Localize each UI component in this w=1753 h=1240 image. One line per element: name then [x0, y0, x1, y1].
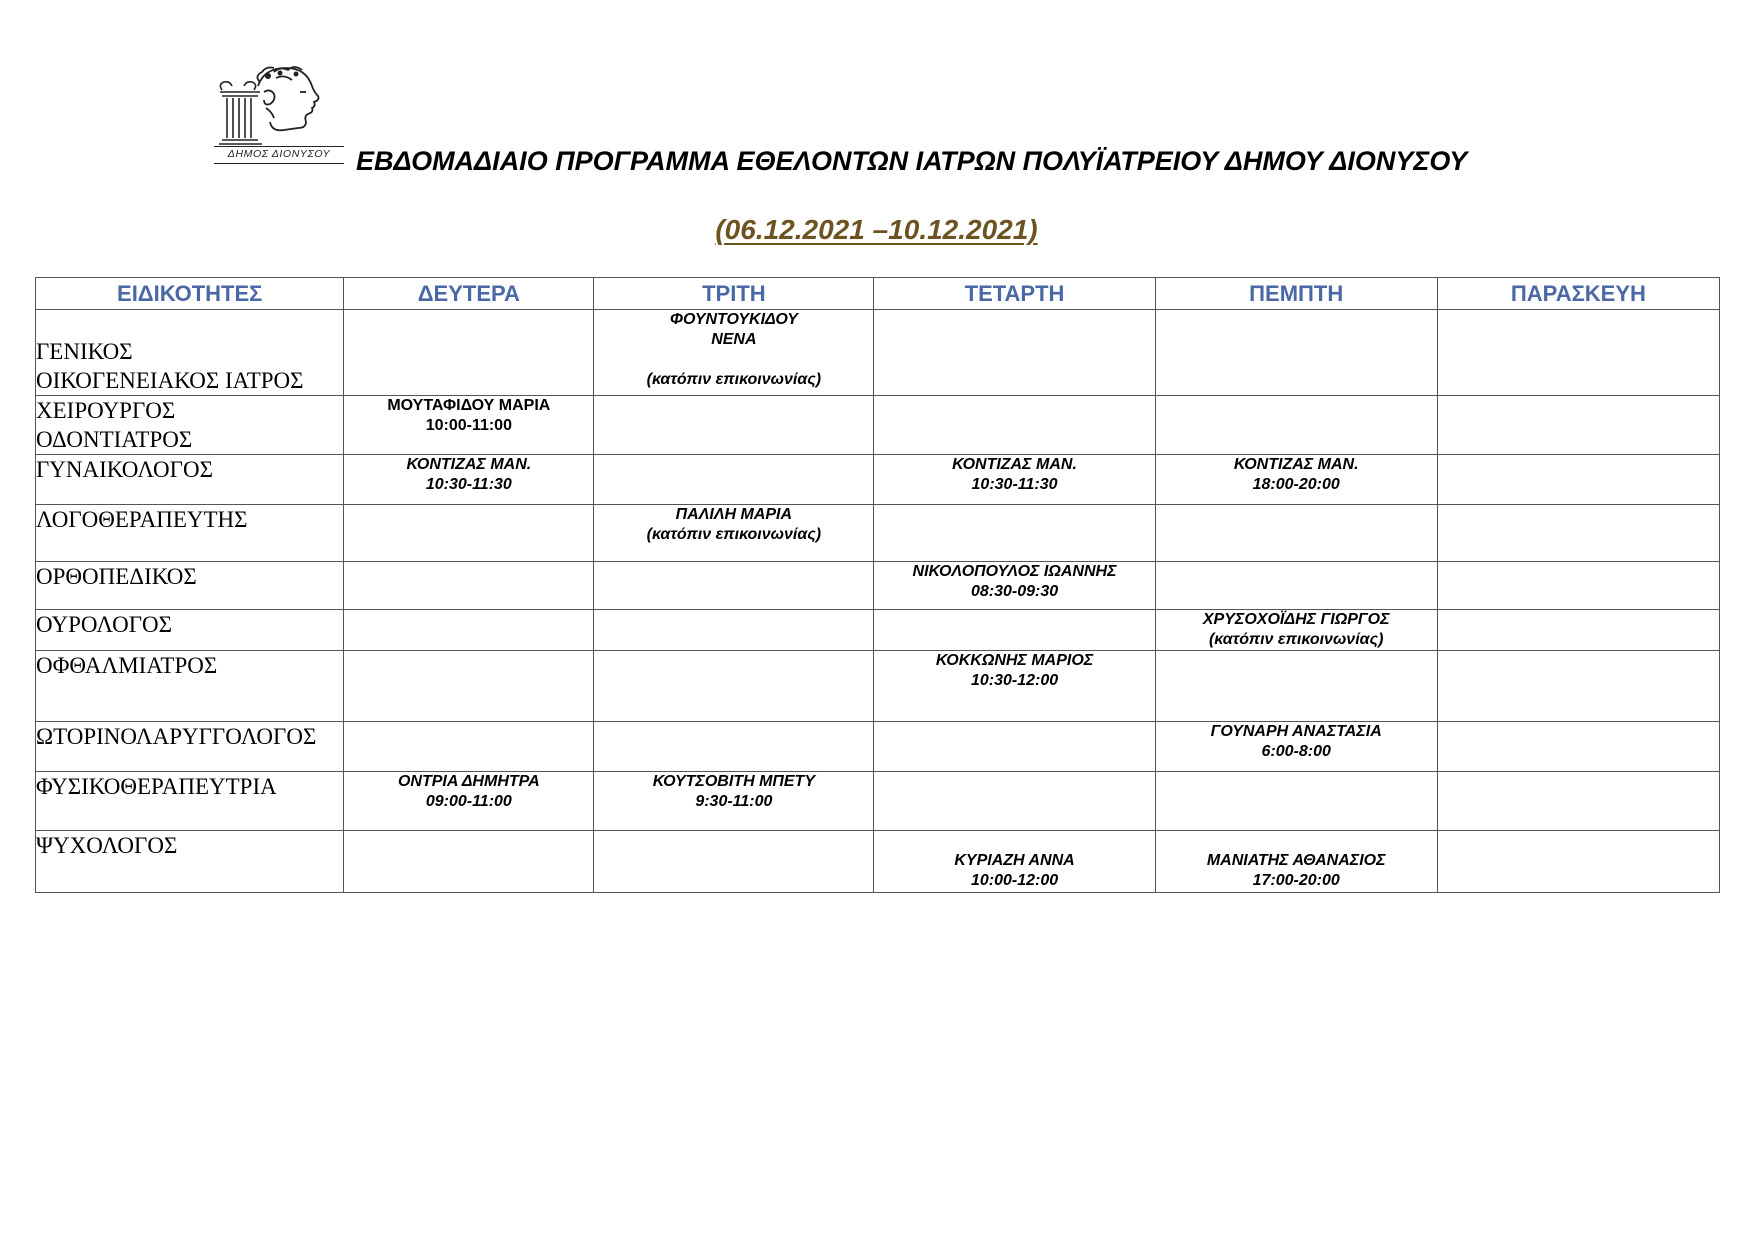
header-tuesday: ΤΡΙΤΗ	[594, 278, 874, 310]
doctor-name: ΚΟΝΤΙΖΑΣ ΜΑΝ.	[1233, 456, 1359, 473]
header-wednesday: ΤΕΤΑΡΤΗ	[874, 278, 1155, 310]
friday-cell	[1437, 831, 1719, 893]
specialty-line: ΩΤΟΡΙΝΟΛΑΡΥΓΓΟΛΟΓΟΣ	[36, 724, 317, 749]
wednesday-cell	[874, 651, 1155, 722]
schedule-table	[35, 277, 1720, 893]
table-row	[36, 610, 1720, 651]
specialty-cell	[36, 610, 344, 651]
availability-note: (κατόπιν επικοινωνίας)	[1208, 631, 1384, 648]
thursday-cell	[1155, 772, 1437, 831]
specialty-cell	[36, 772, 344, 831]
specialty-cell	[36, 722, 344, 772]
table-row	[36, 772, 1720, 831]
hours: 08:30-09:30	[970, 583, 1059, 600]
thursday-cell	[1155, 722, 1437, 772]
hours: 10:00-11:00	[425, 417, 512, 434]
specialty-line: ΟΙΚΟΓΕΝΕΙΑΚΟΣ ΙΑΤΡΟΣ	[36, 368, 304, 393]
hours: 9:30-11:00	[695, 793, 773, 810]
thursday-cell	[1155, 562, 1437, 610]
monday-cell	[344, 772, 594, 831]
hours: 09:00-11:00	[425, 793, 512, 810]
tuesday-cell	[594, 455, 874, 505]
specialty-line: ΧΕΙΡΟΥΡΓΟΣ	[36, 398, 176, 423]
thursday-cell	[1155, 831, 1437, 893]
friday-cell	[1437, 610, 1719, 651]
specialty-line: ΛΟΓΟΘΕΡΑΠΕΥΤΗΣ	[36, 507, 248, 532]
friday-cell	[1437, 722, 1719, 772]
document-title: ΕΒΔΟΜΑΔΙΑΙΟ ΠΡΟΓΡΑΜΜΑ ΕΘΕΛΟΝΤΩΝ ΙΑΤΡΩΝ ΠΟΛΥΪΑΤΡΕΙΟΥ ΔΗΜΟΥ ΔΙΟΝΥΣΟΥ	[356, 146, 1468, 176]
doctor-name: ΚΥΡΙΑΖΗ ΑΝΝΑ	[954, 852, 1075, 869]
specialty-line: ΓΥΝΑΙΚΟΛΟΓΟΣ	[36, 457, 213, 482]
specialty-cell	[36, 831, 344, 893]
date-range: (06.12.2021 –10.12.2021)	[715, 214, 1038, 245]
friday-cell	[1437, 310, 1719, 396]
monday-cell	[344, 831, 594, 893]
specialty-line: ΟΦΘΑΛΜΙΑΤΡΟΣ	[36, 653, 218, 678]
hours: 18:00-20:00	[1252, 476, 1340, 493]
monday-cell	[344, 310, 594, 396]
tuesday-cell	[594, 722, 874, 772]
wednesday-cell	[874, 610, 1155, 651]
table-row	[36, 505, 1720, 562]
thursday-cell	[1155, 455, 1437, 505]
friday-cell	[1437, 651, 1719, 722]
specialty-cell	[36, 651, 344, 722]
monday-cell	[344, 562, 594, 610]
municipality-logo	[214, 62, 344, 168]
wednesday-cell	[874, 831, 1155, 893]
doctor-name: ΚΟΚΚΩΝΗΣ ΜΑΡΙΟΣ	[935, 652, 1094, 669]
header-specialties: ΕΙΔΙΚΟΤΗΤΕΣ	[36, 278, 344, 310]
doctor-name: ΝΕΝΑ	[711, 331, 757, 348]
specialty-cell	[36, 562, 344, 610]
monday-cell	[344, 722, 594, 772]
specialty-line: ΦΥΣΙΚΟΘΕΡΑΠΕΥΤΡΙΑ	[36, 774, 277, 799]
thursday-cell	[1155, 610, 1437, 651]
doctor-name: ΟΝΤΡΙΑ ΔΗΜΗΤΡΑ	[397, 773, 540, 790]
table-row	[36, 722, 1720, 772]
specialty-cell	[36, 396, 344, 455]
thursday-cell	[1155, 310, 1437, 396]
logo-text: ΔΗΜΟΣ ΔΙΟΝΥΣΟΥ	[227, 148, 331, 160]
header-row	[36, 278, 1720, 310]
monday-cell	[344, 651, 594, 722]
specialty-cell	[36, 310, 344, 396]
doctor-name: ΜΑΝΙΑΤΗΣ ΑΘΑΝΑΣΙΟΣ	[1206, 852, 1386, 869]
specialty-line: ΓΕΝΙΚΟΣ	[36, 339, 133, 364]
doctor-name: ΦΟΥΝΤΟΥΚΙΔΟΥ	[669, 311, 798, 328]
thursday-cell	[1155, 505, 1437, 562]
specialty-cell	[36, 455, 344, 505]
header-thursday: ΠΕΜΠΤΗ	[1155, 278, 1437, 310]
doctor-name: ΚΟΝΤΙΖΑΣ ΜΑΝ.	[952, 456, 1077, 473]
friday-cell	[1437, 772, 1719, 831]
specialty-line: ΨΥΧΟΛΟΓΟΣ	[36, 833, 178, 858]
doctor-name: ΝΙΚΟΛΟΠΟΥΛΟΣ ΙΩΑΝΝΗΣ	[912, 563, 1117, 580]
header-friday: ΠΑΡΑΣΚΕΥΗ	[1437, 278, 1719, 310]
tuesday-cell	[594, 651, 874, 722]
table-row	[36, 651, 1720, 722]
logo-rule-bottom	[214, 163, 344, 164]
hours: 10:30-11:30	[971, 476, 1058, 493]
hours: 17:00-20:00	[1252, 872, 1340, 889]
logo-rule-top	[214, 146, 344, 147]
table-row	[36, 455, 1720, 505]
tuesday-cell	[594, 562, 874, 610]
hours: 10:00-12:00	[970, 872, 1059, 889]
tuesday-cell	[594, 505, 874, 562]
hours: 6:00-8:00	[1261, 743, 1331, 760]
specialty-line: ΟΥΡΟΛΟΓΟΣ	[36, 612, 173, 637]
table-row	[36, 831, 1720, 893]
table-row	[36, 562, 1720, 610]
hours: 10:30-12:00	[970, 672, 1059, 689]
wednesday-cell	[874, 310, 1155, 396]
thursday-cell	[1155, 396, 1437, 455]
tuesday-cell	[594, 396, 874, 455]
wednesday-cell	[874, 772, 1155, 831]
monday-cell	[344, 505, 594, 562]
friday-cell	[1437, 505, 1719, 562]
tuesday-cell	[594, 772, 874, 831]
tuesday-cell	[594, 831, 874, 893]
tuesday-cell	[594, 610, 874, 651]
wednesday-cell	[874, 562, 1155, 610]
specialty-cell	[36, 505, 344, 562]
wednesday-cell	[874, 455, 1155, 505]
tuesday-cell	[594, 310, 874, 396]
specialty-line: ΟΡΘΟΠΕΔΙΚΟΣ	[36, 564, 197, 589]
wednesday-cell	[874, 722, 1155, 772]
friday-cell	[1437, 455, 1719, 505]
thursday-cell	[1155, 651, 1437, 722]
dionysus-head-icon	[214, 62, 344, 146]
specialty-line: ΟΔΟΝΤΙΑΤΡΟΣ	[36, 427, 193, 452]
doctor-name: ΠΑΛΙΛΗ ΜΑΡΙΑ	[675, 506, 793, 523]
header-monday: ΔΕΥΤΕΡΑ	[344, 278, 594, 310]
doctor-name: ΧΡΥΣΟΧΟΪΔΗΣ ΓΙΩΡΓΟΣ	[1202, 611, 1390, 628]
doctor-name: ΚΟΝΤΙΖΑΣ ΜΑΝ.	[406, 456, 532, 473]
wednesday-cell	[874, 505, 1155, 562]
doctor-name: ΓΟΥΝΑΡΗ ΑΝΑΣΤΑΣΙΑ	[1210, 723, 1382, 740]
monday-cell	[344, 396, 594, 455]
availability-note: (κατόπιν επικοινωνίας)	[646, 526, 822, 543]
friday-cell	[1437, 562, 1719, 610]
doctor-name: ΚΟΥΤΣΟΒΙΤΗ ΜΠΕΤΥ	[652, 773, 815, 790]
availability-note: (κατόπιν επικοινωνίας)	[646, 371, 822, 388]
hours: 10:30-11:30	[425, 476, 512, 493]
monday-cell	[344, 455, 594, 505]
table-row	[36, 310, 1720, 396]
wednesday-cell	[874, 396, 1155, 455]
table-row	[36, 396, 1720, 455]
monday-cell	[344, 610, 594, 651]
doctor-name: ΜΟΥΤΑΦΙΔΟΥ ΜΑΡΙΑ	[387, 397, 551, 414]
friday-cell	[1437, 396, 1719, 455]
